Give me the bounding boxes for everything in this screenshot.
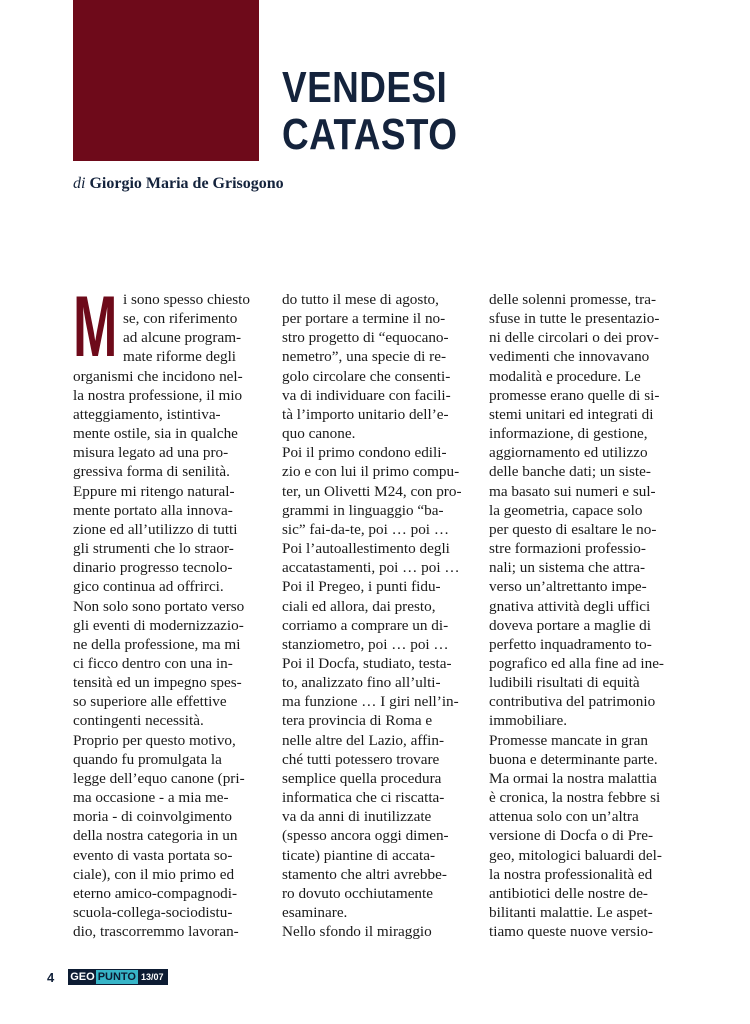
page-footer [47, 968, 168, 986]
drop-cap: M [73, 279, 118, 375]
article-column-1 [73, 279, 260, 941]
article-column-3 [489, 290, 676, 941]
geopunto-logo [68, 969, 167, 985]
article-column-2 [282, 290, 469, 941]
byline [73, 175, 284, 193]
author-name: Giorgio Maria de Grisogono [89, 175, 284, 192]
column-3-text: delle solenni promesse, tra- sfuse in tutte le presentazio- ni delle circolari o dei prov- vedimenti che innovavano modalità e procedure. Le promesse erano quelle di si- stemi unitari ed integrati di informazione, di gestione, aggiornamento ed utilizzo delle banche dati; un siste- ma basato sui numeri e sul- la geometria, capace solo per questo di esaltare le no- stre formazioni professio- nali; un sistema che attra- verso un’altrettanto impe- gnativa attività degli uffici doveva portare a maglie di perfetto inquadramento to- pografico ed alla fine ad ine- ludibili risultati di equità contributiva del patrimonio immobiliare. Promesse mancate in gran buona e determinante parte. Ma ormai la nostra malattia è cronica, la nostra febbre si attenua solo con un’altra versione di Docfa o di Pre- geo, mitologici baluardi del- la nostra professionalità ed antibiotici delle nostre de- bilitanti malattie. Le aspet- tiamo queste nuove versio- [489, 291, 664, 941]
header-color-block [73, 0, 259, 161]
title-line-1: VENDESI [282, 63, 448, 112]
byline-prefix: di [73, 175, 86, 192]
column-2-text: do tutto il mese di agosto, per portare a termine il no- stro progetto di “equocano- nemetro”, una specie di re- golo circolare che consenti- va di individuare con facili- tà l’importo unitario dell’e- quo canone. Poi il primo condono edili- zio e con lui il primo compu- ter, un Olivetti M24, con pro- grammi in linguaggio “ba- sic” fai-da-te, poi … poi … Poi l’autoallestimento degli accatastamenti, poi … poi … Poi il Pregeo, i punti fidu- ciali ed allora, dai presto, corriamo a comprare un di- stanziometro, poi … poi … Poi il Docfa, studiato, testa- to, analizzato fino all’ulti- ma funzione … I giri nell’in- tera provincia di Roma e nelle altre del Lazio, affin- ché tutti potessero trovare semplice quella procedura informatica che ci riscatta- va da anni di inutilizzate (spesso ancora oggi dimen- ticate) piantine di accata- stamento che altri avrebbe- ro dovuto occhiutamente esaminare. Nello sfondo il miraggio [282, 291, 462, 941]
logo-geo-text: GEO [70, 971, 95, 983]
logo-punto-text: PUNTO [97, 971, 136, 983]
issue-number: 13/07 [141, 972, 164, 982]
column-1-text: i sono spesso chiesto se, con riferimento ad alcune program- mate riforme degli organismi che incidono nel- la nostra professione, il mio atteggiamento, istintiva- mente ostile, sia in qualche misura legato ad una pro- gressiva forma di senilità. Eppure mi ritengo natural- mente portato alla innova- zione ed all’utilizzo di tutti gli strumenti che lo straor- dinario progresso tecnolo- gico continua ad offrirci. Non solo sono portato verso gli eventi di modernizzazio- ne della professione, ma mi ci ficco dentro con una in- tensità ed un impegno spes- so superiore alle effettive contingenti necessità. Proprio per questo motivo, quando fu promulgata la legge dell’equo canone (pri- ma occasione - a mia me- moria - di coinvolgimento della nostra categoria in un evento di vasta portata so- ciale), con il mio primo ed eterno amico-compagnodi- scuola-collega-sociodistu- dio, trascorremmo lavoran- [73, 291, 250, 941]
title-line-2: CATASTO [282, 110, 458, 159]
page-number: 4 [47, 969, 55, 985]
article-title [282, 64, 457, 158]
